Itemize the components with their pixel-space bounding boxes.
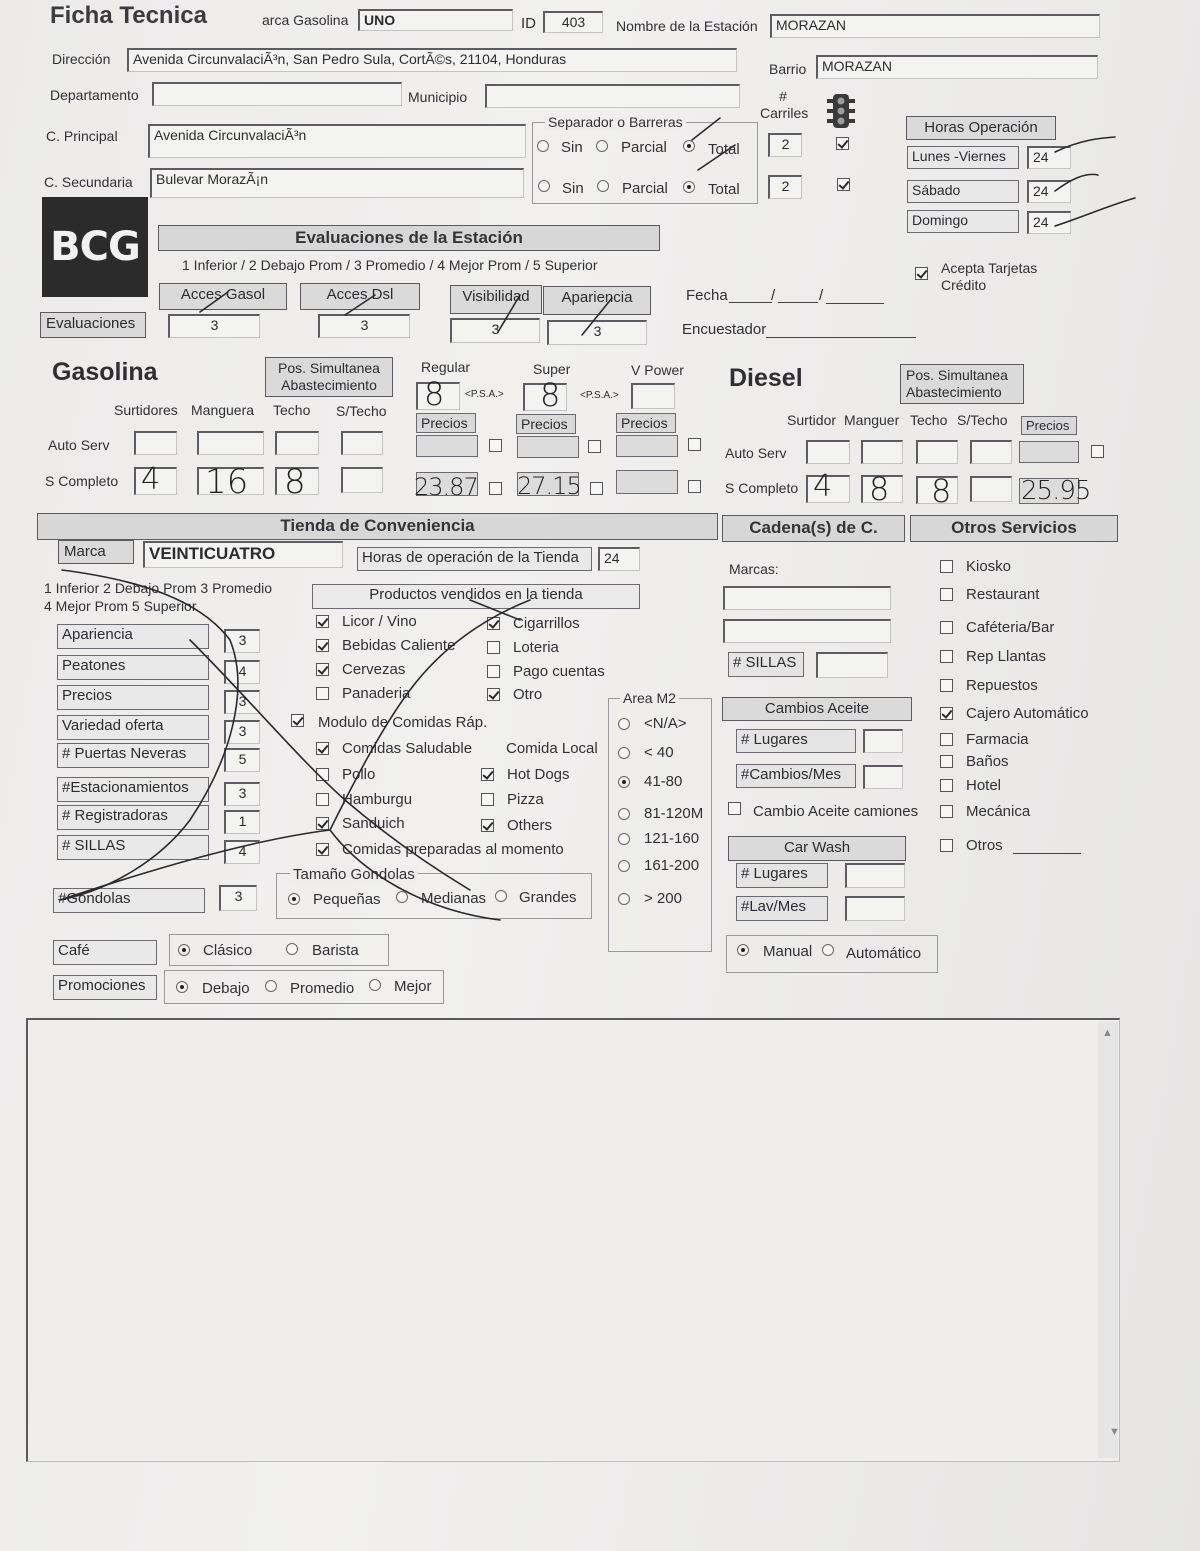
- acces-gasol-field[interactable]: 3: [168, 314, 260, 338]
- barrio-field[interactable]: MORAZAN: [816, 55, 1098, 79]
- otros-servicio-label: Rep Llantas: [966, 648, 1047, 665]
- tienda-metric-field[interactable]: 3: [224, 690, 260, 714]
- visibilidad-label: Visibilidad: [450, 285, 542, 314]
- gasolina-auto-surtidores-field[interactable]: [134, 431, 177, 455]
- producto-label: Licor / Vino: [342, 613, 417, 630]
- tienda-metric-label: # Registradoras: [57, 805, 209, 830]
- diesel-auto-checkbox[interactable]: [1091, 445, 1104, 458]
- producto-label: Cigarrillos: [513, 615, 580, 632]
- diesel-completo-stecho-field[interactable]: [970, 476, 1012, 502]
- bcg-logo: BCG: [42, 197, 148, 297]
- tienda-metric-label: Apariencia: [57, 624, 209, 649]
- separador-row2-sin-label: Sin: [562, 180, 584, 197]
- tienda-metric-field[interactable]: 4: [224, 840, 260, 864]
- comida-label: Others: [507, 817, 553, 834]
- diesel-techo-header: Techo: [910, 412, 948, 428]
- horas-domingo-label: Domingo: [907, 210, 1019, 233]
- handwritten-precio-super: 27.15: [517, 472, 581, 500]
- separador-row1-parcial-radio[interactable]: [596, 140, 608, 152]
- aceite-lugares-label: # Lugares: [736, 729, 856, 753]
- handwritten-diesel-manguer: 8: [869, 470, 890, 508]
- marcas-field-1[interactable]: [723, 586, 891, 610]
- scroll-down-icon[interactable]: ▼: [1109, 1426, 1120, 1438]
- vpower-auto-checkbox[interactable]: [688, 438, 701, 451]
- comida-checkbox[interactable]: [316, 843, 329, 856]
- gasolina-stecho-header: S/Techo: [336, 403, 387, 419]
- gasolina-auto-manguera-field[interactable]: [197, 431, 264, 455]
- tienda-metric-label: Variedad oferta: [57, 715, 209, 740]
- carwash-lav-mes-label: #Lav/Mes: [736, 896, 828, 921]
- tienda-marca-label: Marca: [58, 540, 134, 564]
- super-label: Super: [533, 361, 571, 377]
- separador-row1-parcial-label: Parcial: [621, 139, 667, 156]
- producto-checkbox[interactable]: [487, 617, 500, 630]
- promo-mejor-radio[interactable]: [369, 979, 381, 991]
- comida-checkbox[interactable]: [316, 817, 329, 830]
- otros-servicio-checkbox[interactable]: [940, 588, 953, 601]
- diesel-auto-surtidor-field[interactable]: [806, 440, 850, 464]
- gondola-pequenas-radio[interactable]: [288, 893, 300, 905]
- tienda-metric-field[interactable]: 4: [224, 660, 260, 684]
- comida-label: Pollo: [342, 766, 376, 783]
- regular-auto-precio-field[interactable]: [416, 435, 478, 457]
- carriles-row2-checkbox[interactable]: [837, 178, 850, 191]
- id-label: ID: [521, 15, 536, 32]
- promo-mejor-label: Mejor: [394, 978, 432, 995]
- separador-row2-parcial-label: Parcial: [622, 180, 668, 197]
- area-option-label: < 40: [644, 744, 674, 761]
- area-option-label: 121-160: [644, 830, 700, 847]
- gasolina-manguera-header: Manguera: [191, 402, 255, 418]
- cafe-clasico-radio[interactable]: [178, 944, 190, 956]
- promo-debajo-label: Debajo: [202, 980, 250, 997]
- otros-servicio-checkbox[interactable]: [940, 733, 953, 746]
- producto-label: Otro: [513, 686, 543, 703]
- otros-servicio-label: Farmacia: [966, 731, 1029, 748]
- regular-completo-checkbox[interactable]: [489, 482, 502, 495]
- producto-label: Loteria: [513, 639, 559, 656]
- area-radio[interactable]: [618, 833, 630, 845]
- comida-local-label: Comida Local: [506, 740, 598, 757]
- diesel-auto-manguer-field[interactable]: [861, 440, 903, 464]
- producto-label: Panaderia: [342, 685, 411, 702]
- horas-domingo-field[interactable]: 24: [1027, 211, 1071, 234]
- cadena-header: Cadena(s) de C.: [722, 515, 905, 542]
- calle-principal-field[interactable]: Avenida CircunvalaciÃ³n: [148, 124, 526, 158]
- car-wash-button[interactable]: Car Wash: [728, 836, 906, 861]
- calle-secundaria-field[interactable]: Bulevar MorazÃ¡n: [150, 168, 524, 198]
- diesel-s-completo-label: S Completo: [725, 480, 799, 496]
- otros-servicio-label: Mecánica: [966, 803, 1031, 820]
- tienda-metric-label: Precios: [57, 685, 209, 710]
- otros-servicio-label: Repuestos: [966, 677, 1038, 694]
- area-radio[interactable]: [618, 747, 630, 759]
- producto-label: Bebidas Caliente: [342, 637, 456, 654]
- otros-servicio-label: Restaurant: [966, 586, 1040, 603]
- fecha-label: Fecha: [686, 287, 728, 304]
- otros-servicio-label: Hotel: [966, 777, 1002, 794]
- comida-label: Pizza: [507, 791, 544, 808]
- separador-legend: Separador o Barreras: [545, 114, 686, 130]
- gasolina-surtidores-header: Surtidores: [114, 402, 178, 418]
- vpower-precios-header: Precios: [616, 413, 676, 433]
- gondolas-label: #Gondolas: [53, 888, 205, 913]
- tienda-horas-field[interactable]: 24: [598, 547, 640, 571]
- area-option-label: 161-200: [644, 857, 700, 874]
- carwash-manual-label: Manual: [763, 943, 813, 960]
- area-option-label: 81-120M: [644, 805, 704, 822]
- comida-label: Comidas Saludable: [342, 740, 473, 757]
- diesel-auto-techo-field[interactable]: [916, 440, 958, 464]
- tienda-horas-label: Horas de operación de la Tienda: [357, 547, 592, 571]
- encuestador-line[interactable]: [766, 337, 916, 338]
- horas-sabado-label: Sábado: [907, 180, 1019, 203]
- producto-label: Pago cuentas: [513, 663, 605, 680]
- carriles-row2-field[interactable]: 2: [768, 175, 802, 199]
- marca-gasolina-field[interactable]: UNO: [358, 9, 513, 31]
- acces-dsl-field[interactable]: 3: [318, 314, 410, 338]
- super-auto-checkbox[interactable]: [588, 440, 601, 453]
- promo-debajo-radio[interactable]: [176, 981, 188, 993]
- area-group: [608, 698, 712, 952]
- gasolina-auto-techo-field[interactable]: [275, 431, 319, 455]
- fecha-month-line[interactable]: [778, 302, 818, 303]
- diesel-precios-header: Precios: [1021, 416, 1077, 435]
- horas-operacion-button[interactable]: Horas Operación: [906, 116, 1056, 140]
- area-radio[interactable]: [618, 776, 630, 788]
- tienda-header: Tienda de Conveniencia: [37, 513, 718, 540]
- cambio-aceite-camiones-label: Cambio Aceite camiones: [753, 803, 919, 820]
- cafe-clasico-label: Clásico: [203, 942, 253, 959]
- diesel-stecho-header: S/Techo: [957, 412, 1008, 428]
- producto-checkbox[interactable]: [316, 687, 329, 700]
- producto-checkbox[interactable]: [487, 641, 500, 654]
- promociones-label: Promociones: [53, 975, 157, 1000]
- gondola-grandes-radio[interactable]: [495, 890, 507, 902]
- traffic-light-icon: [826, 93, 856, 129]
- area-radio[interactable]: [618, 718, 630, 730]
- gasolina-completo-stecho-field[interactable]: [341, 467, 383, 493]
- handwritten-diesel-precio: 25.95: [1021, 476, 1091, 506]
- producto-checkbox[interactable]: [316, 639, 329, 652]
- carwash-automatico-label: Automático: [846, 945, 922, 962]
- gasolina-s-completo-label: S Completo: [45, 473, 119, 489]
- direccion-field[interactable]: Avenida CircunvalaciÃ³n, San Pedro Sula, CortÃ©s, 21104, Honduras: [127, 48, 737, 72]
- producto-checkbox[interactable]: [316, 663, 329, 676]
- carriles-row1-checkbox[interactable]: [836, 137, 849, 150]
- evaluaciones-button[interactable]: Evaluaciones: [40, 312, 146, 338]
- separador-row1-total-label: Total: [708, 141, 740, 158]
- cafe-barista-radio[interactable]: [286, 943, 298, 955]
- comida-checkbox[interactable]: [481, 793, 494, 806]
- otros-servicio-checkbox[interactable]: [940, 560, 953, 573]
- separador-row2-total-radio[interactable]: [683, 181, 695, 193]
- separador-row1-total-radio[interactable]: [683, 140, 695, 152]
- otros-servicio-checkbox[interactable]: [940, 650, 953, 663]
- handwritten-regular-psa: 8: [424, 375, 445, 413]
- marcas-label: Marcas:: [729, 561, 779, 577]
- acepta-tarjetas-label: Acepta Tarjetas Crédito: [941, 260, 1038, 293]
- cadena-sillas-label: # SILLAS: [728, 652, 804, 677]
- comida-checkbox[interactable]: [316, 768, 329, 781]
- handwritten-gas-surtidores: 4: [141, 462, 161, 497]
- separador-row1-sin-label: Sin: [561, 139, 583, 156]
- gondola-grandes-label: Grandes: [519, 889, 577, 906]
- scroll-up-icon[interactable]: ▲: [1102, 1027, 1113, 1039]
- area-legend: Area M2: [620, 690, 679, 706]
- carwash-manual-radio[interactable]: [737, 944, 749, 956]
- fecha-slash-2: /: [819, 287, 824, 304]
- diesel-manguer-header: Manguer: [844, 412, 900, 428]
- super-auto-precio-field[interactable]: [517, 436, 579, 458]
- area-option-label: <N/A>: [644, 715, 687, 732]
- vpower-psa-field[interactable]: [631, 383, 675, 409]
- separador-row2-parcial-radio[interactable]: [597, 180, 609, 192]
- tienda-metric-field[interactable]: 1: [224, 810, 260, 834]
- modulo-comidas-label: Modulo de Comidas Ráp.: [318, 714, 488, 731]
- horas-lunes-label: Lunes -Viernes: [907, 146, 1019, 169]
- otros-servicio-checkbox[interactable]: [940, 779, 953, 792]
- visibilidad-field[interactable]: 3: [450, 318, 540, 343]
- diesel-pos-simultanea-button[interactable]: Pos. Simultanea Abastecimiento: [900, 364, 1024, 404]
- cadena-sillas-field[interactable]: [816, 652, 888, 678]
- municipio-label: Municipio: [408, 89, 468, 105]
- regular-precios-header: Precios: [416, 413, 476, 433]
- comida-checkbox[interactable]: [316, 793, 329, 806]
- horas-lunes-field[interactable]: 24: [1027, 146, 1071, 169]
- tienda-marca-field[interactable]: VEINTICUATRO: [143, 541, 343, 568]
- otros-servicio-label: Otros: [966, 837, 1003, 854]
- super-precios-header: Precios: [516, 414, 576, 434]
- tienda-metric-field[interactable]: 3: [224, 782, 260, 806]
- comida-label: Hamburgu: [342, 791, 413, 808]
- handwritten-diesel-surtidor: 4: [813, 469, 833, 504]
- separador-row2-sin-radio[interactable]: [538, 180, 550, 192]
- gasolina-auto-serv-label: Auto Serv: [48, 437, 110, 453]
- carwash-lav-mes-field[interactable]: [845, 896, 905, 921]
- otros-servicio-checkbox[interactable]: [940, 755, 953, 768]
- regular-label: Regular: [421, 359, 471, 375]
- tienda-metric-label: # SILLAS: [57, 835, 209, 860]
- gasolina-pos-simultanea-button[interactable]: Pos. Simultanea Abastecimiento: [265, 357, 393, 397]
- gondolas-field[interactable]: 3: [219, 885, 257, 911]
- direccion-label: Dirección: [52, 51, 111, 67]
- handwritten-gas-manguera: 16: [205, 462, 249, 502]
- fecha-year-line[interactable]: [826, 303, 884, 304]
- cafe-barista-label: Barista: [312, 942, 359, 959]
- comentarios-textarea[interactable]: [26, 1018, 1120, 1462]
- fecha-day-line[interactable]: [729, 302, 772, 303]
- cambios-aceite-button[interactable]: Cambios Aceite: [722, 697, 912, 721]
- producto-label: Cervezas: [342, 661, 406, 678]
- marca-gasolina-label: arca Gasolina: [262, 12, 349, 28]
- comida-checkbox[interactable]: [316, 742, 329, 755]
- regular-psa-label: <P.S.A.>: [465, 389, 504, 400]
- comida-label: Comidas preparadas al momento: [342, 841, 564, 858]
- cambio-aceite-camiones-checkbox[interactable]: [728, 802, 741, 815]
- productos-header: Productos vendidos en la tienda: [312, 584, 640, 609]
- apariencia-field[interactable]: 3: [547, 320, 647, 345]
- tienda-metric-label: Peatones: [57, 655, 209, 680]
- gasolina-auto-stecho-field[interactable]: [341, 431, 383, 455]
- cafe-label: Café: [53, 940, 157, 965]
- otros-servicio-label: Baños: [966, 753, 1009, 770]
- acepta-tarjetas-checkbox[interactable]: [915, 267, 928, 280]
- modulo-comidas-checkbox[interactable]: [291, 714, 304, 727]
- separador-row2-total-label: Total: [708, 181, 740, 198]
- diesel-auto-serv-label: Auto Serv: [725, 445, 787, 461]
- nombre-estacion-field[interactable]: MORAZAN: [770, 14, 1100, 38]
- aceite-cambios-mes-label: #Cambios/Mes: [736, 764, 856, 788]
- diesel-auto-stecho-field[interactable]: [970, 440, 1012, 464]
- vpower-auto-precio-field[interactable]: [616, 435, 678, 457]
- otros-especificar-line[interactable]: [1013, 853, 1081, 854]
- tienda-metric-field[interactable]: 3: [224, 629, 260, 653]
- tienda-scale-line2: 4 Mejor Prom 5 Superior: [44, 598, 197, 614]
- separador-row1-sin-radio[interactable]: [537, 140, 549, 152]
- otros-servicio-label: Cajero Automático: [966, 705, 1089, 722]
- otros-servicio-checkbox[interactable]: [940, 839, 953, 852]
- area-radio[interactable]: [618, 893, 630, 905]
- calle-secundaria-label: C. Secundaria: [44, 174, 133, 190]
- regular-auto-checkbox[interactable]: [489, 439, 502, 452]
- gondola-pequenas-label: Pequeñas: [313, 891, 381, 908]
- evaluaciones-header: Evaluaciones de la Estación: [158, 225, 660, 251]
- area-radio[interactable]: [618, 808, 630, 820]
- tienda-scale-line1: 1 Inferior 2 Debajo Prom 3 Promedio: [44, 580, 272, 596]
- horas-sabado-field[interactable]: 24: [1027, 180, 1071, 203]
- carwash-lugares-label: # Lugares: [736, 863, 828, 888]
- promo-promedio-label: Promedio: [290, 980, 355, 997]
- diesel-auto-precio-field[interactable]: [1019, 441, 1079, 463]
- otros-servicio-checkbox[interactable]: [940, 805, 953, 818]
- comida-checkbox[interactable]: [481, 819, 494, 832]
- departamento-field[interactable]: [152, 82, 402, 106]
- area-option-label: 41-80: [644, 773, 683, 790]
- gasolina-title: Gasolina: [52, 358, 158, 386]
- otros-servicio-checkbox[interactable]: [940, 621, 953, 634]
- otros-servicio-label: Kiosko: [966, 558, 1012, 575]
- aceite-lugares-field[interactable]: [863, 729, 903, 753]
- tienda-metric-label: #Estacionamientos: [57, 777, 209, 802]
- comida-label: Sanduich: [342, 815, 405, 832]
- departamento-label: Departamento: [50, 87, 139, 103]
- nombre-estacion-label: Nombre de la Estación: [616, 18, 758, 34]
- apariencia-label: Apariencia: [543, 286, 651, 315]
- calle-principal-label: C. Principal: [46, 128, 118, 144]
- comentarios-scrollbar[interactable]: [1098, 1022, 1118, 1458]
- encuestador-label: Encuestador: [682, 321, 767, 338]
- tienda-metric-label: # Puertas Neveras: [57, 743, 209, 768]
- area-option-label: > 200: [644, 890, 682, 907]
- vpower-completo-checkbox[interactable]: [688, 480, 701, 493]
- municipio-field[interactable]: [485, 84, 740, 108]
- producto-checkbox[interactable]: [316, 615, 329, 628]
- id-field[interactable]: 403: [543, 11, 603, 33]
- handwritten-precio-regular: 23.87: [414, 473, 478, 501]
- comida-label: Hot Dogs: [507, 766, 570, 783]
- vpower-label: V Power: [631, 362, 684, 378]
- otros-servicio-checkbox[interactable]: [940, 707, 953, 720]
- acces-dsl-label: Acces Dsl: [300, 283, 420, 310]
- acces-gasol-label: Acces Gasol: [159, 283, 287, 310]
- area-radio[interactable]: [618, 860, 630, 872]
- otros-servicio-checkbox[interactable]: [940, 679, 953, 692]
- carriles-label: # Carriles: [760, 88, 809, 121]
- fecha-slash-1: /: [771, 287, 776, 304]
- diesel-surtidor-header: Surtidor: [787, 412, 837, 428]
- barrio-label: Barrio: [769, 61, 807, 77]
- diesel-title: Diesel: [729, 364, 803, 392]
- gondola-medianas-label: Medianas: [421, 890, 487, 907]
- gasolina-techo-header: Techo: [273, 402, 311, 418]
- gondola-medianas-radio[interactable]: [396, 891, 408, 903]
- tienda-metric-field[interactable]: 5: [224, 748, 260, 772]
- evaluaciones-scale: 1 Inferior / 2 Debajo Prom / 3 Promedio / 4 Mejor Prom / 5 Superior: [182, 257, 598, 273]
- gondola-size-legend: Tamaño Gondolas: [290, 866, 418, 883]
- producto-checkbox[interactable]: [487, 688, 500, 701]
- producto-checkbox[interactable]: [487, 665, 500, 678]
- handwritten-super-psa: 8: [540, 376, 561, 414]
- carwash-automatico-radio[interactable]: [822, 944, 834, 956]
- handwritten-gas-techo: 8: [284, 462, 306, 502]
- tienda-metric-field[interactable]: 3: [224, 720, 260, 744]
- super-psa-label: <P.S.A.>: [580, 390, 619, 401]
- carwash-lugares-field[interactable]: [845, 863, 905, 888]
- otros-servicios-header: Otros Servicios: [910, 515, 1118, 542]
- vpower-completo-precio-field[interactable]: [616, 470, 678, 494]
- marcas-field-2[interactable]: [723, 619, 891, 643]
- page-title: Ficha Tecnica: [50, 2, 207, 29]
- super-completo-checkbox[interactable]: [590, 482, 603, 495]
- promo-promedio-radio[interactable]: [265, 980, 277, 992]
- carriles-row1-field[interactable]: 2: [768, 133, 802, 157]
- otros-servicio-label: Caféteria/Bar: [966, 619, 1055, 636]
- handwritten-diesel-techo: 8: [931, 472, 952, 510]
- comida-checkbox[interactable]: [481, 768, 494, 781]
- aceite-cambios-mes-field[interactable]: [863, 765, 903, 789]
